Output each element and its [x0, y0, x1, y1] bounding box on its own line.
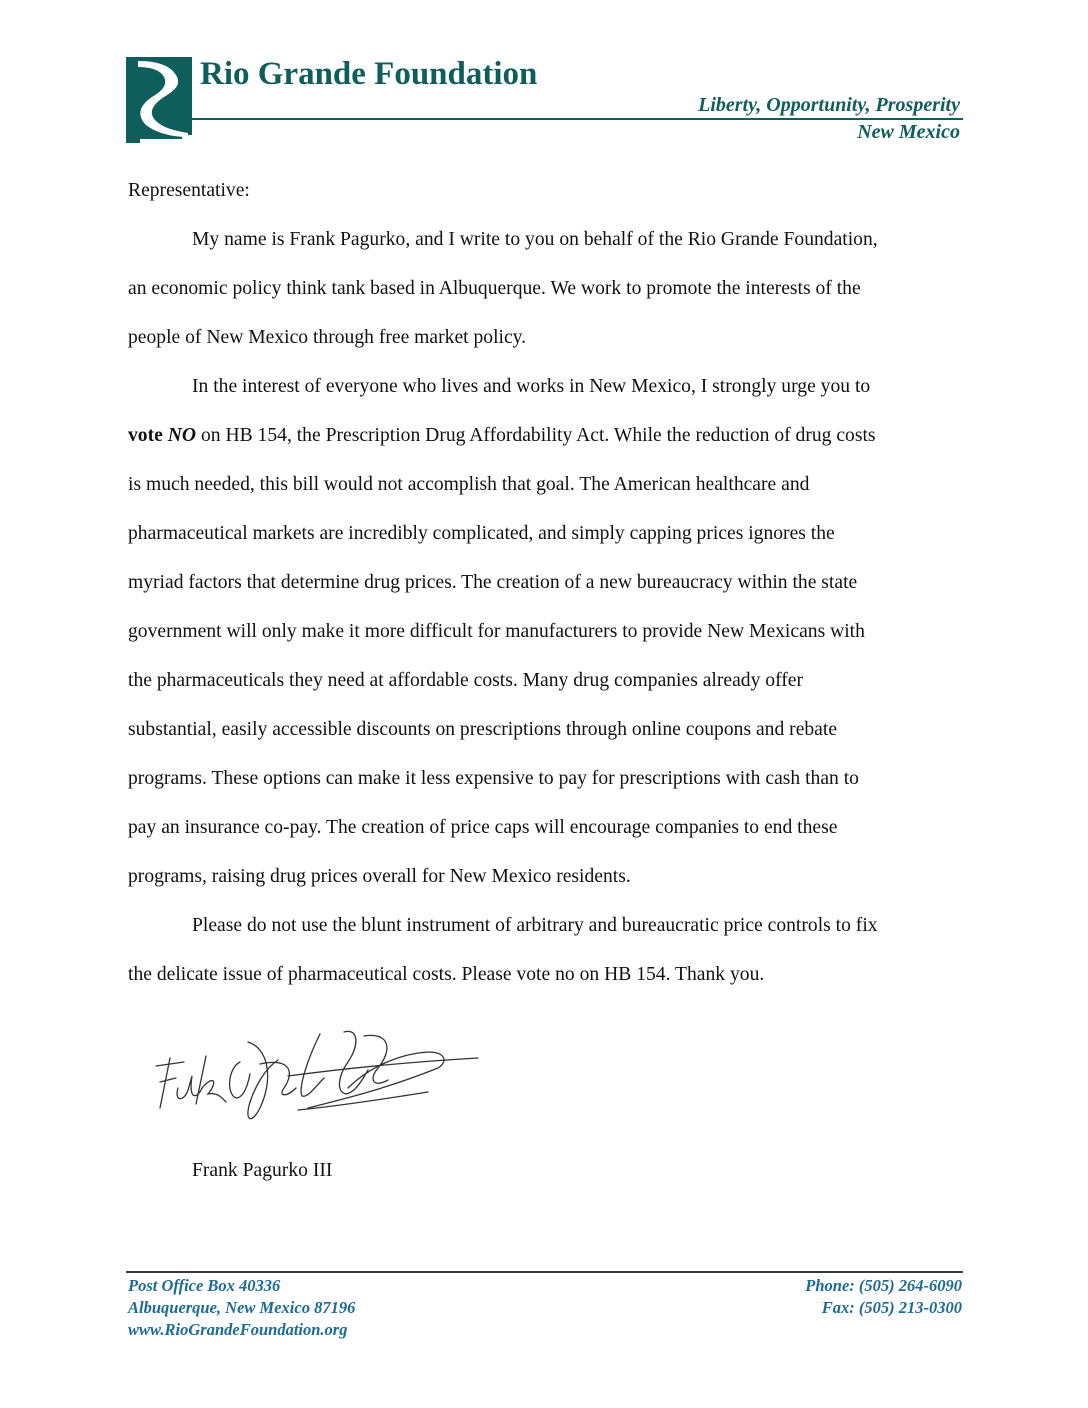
- address-line-2: Albuquerque, New Mexico 87196: [128, 1298, 356, 1317]
- text-line: an economic policy think tank based in Albuquerque. We work to promote the interests of the: [128, 278, 861, 299]
- region-label: New Mexico: [857, 121, 960, 143]
- signer-name: Frank Pagurko III: [192, 1160, 333, 1181]
- text-line: In the interest of everyone who lives and works in New Mexico, I strongly urge you to: [192, 376, 871, 397]
- vote-emphasis: vote: [128, 425, 163, 446]
- salutation: Representative:: [128, 180, 250, 201]
- text-line: the pharmaceuticals they need at affordable costs. Many drug companies already offer: [128, 670, 803, 691]
- text-line: substantial, easily accessible discounts on prescriptions through online coupons and rebate: [128, 719, 838, 740]
- footer-divider: [126, 1271, 963, 1273]
- footer-address: [128, 1275, 355, 1341]
- website-link[interactable]: www.RioGrandeFoundation.org: [128, 1320, 348, 1339]
- text-line-rest: on HB 154, the Prescription Drug Affordability Act. While the reduction of drug costs: [196, 425, 876, 446]
- text-line: programs, raising drug prices overall for New Mexico residents.: [128, 866, 631, 887]
- text-line: Please do not use the blunt instrument of arbitrary and bureaucratic price controls to fix: [192, 915, 878, 936]
- paragraph-closing: [128, 901, 968, 999]
- paragraph-argument: [128, 362, 968, 901]
- text-line: pharmaceutical markets are incredibly complicated, and simply capping prices ignores the: [128, 523, 835, 544]
- text-line: programs. These options can make it less expensive to pay for prescriptions with cash than to: [128, 768, 859, 789]
- text-line: [128, 411, 968, 460]
- signature-icon: [148, 1018, 488, 1128]
- organization-name: Rio Grande Foundation: [200, 56, 538, 92]
- tagline: Liberty, Opportunity, Prosperity: [698, 94, 960, 116]
- header-divider: [192, 118, 963, 120]
- phone-number: Phone: (505) 264-6090: [805, 1276, 962, 1295]
- rio-grande-logo-icon: [126, 57, 192, 143]
- text-line: pay an insurance co-pay. The creation of price caps will encourage companies to end these: [128, 817, 838, 838]
- text-line: the delicate issue of pharmaceutical costs. Please vote no on HB 154. Thank you.: [128, 964, 765, 985]
- letter-body: [128, 166, 968, 999]
- text-line: My name is Frank Pagurko, and I write to you on behalf of the Rio Grande Foundation,: [192, 229, 878, 250]
- no-emphasis: NO: [167, 425, 197, 446]
- text-line: myriad factors that determine drug prices. The creation of a new bureaucracy within the state: [128, 572, 858, 593]
- text-line: people of New Mexico through free market policy.: [128, 327, 527, 348]
- address-line-1: Post Office Box 40336: [128, 1276, 281, 1295]
- paragraph-introduction: [128, 215, 968, 362]
- text-line: government will only make it more difficult for manufacturers to provide New Mexicans with: [128, 621, 865, 642]
- fax-number: Fax: (505) 213-0300: [821, 1298, 962, 1317]
- text-line: is much needed, this bill would not accomplish that goal. The American healthcare and: [128, 474, 810, 495]
- footer-contact: [805, 1275, 962, 1319]
